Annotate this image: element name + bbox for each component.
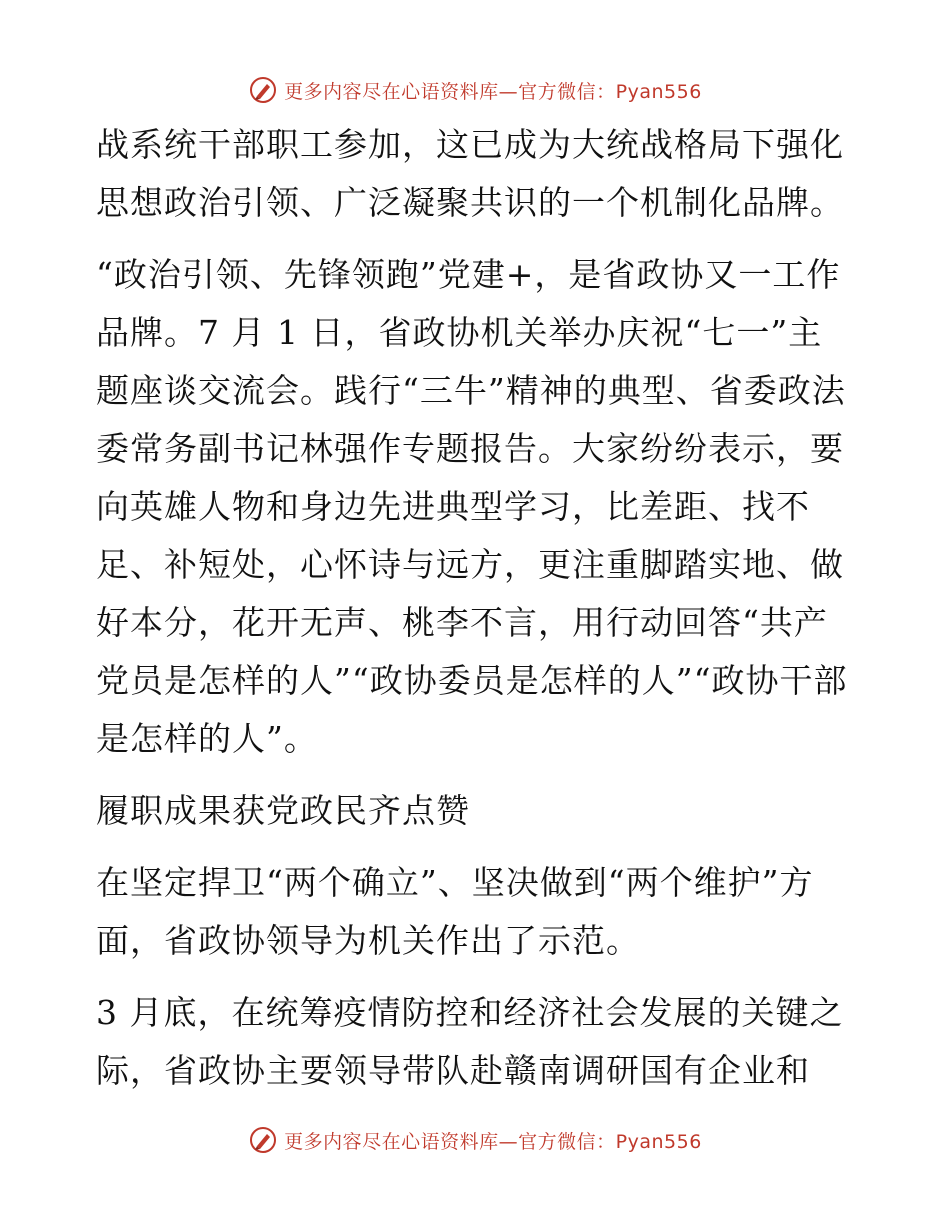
header-watermark-text: 更多内容尽在心语资料库—官方微信：Pyan556 <box>284 80 702 103</box>
footer-watermark-text: 更多内容尽在心语资料库—官方微信：Pyan556 <box>284 1130 702 1153</box>
section-heading: 履职成果获党政民齐点赞 <box>96 791 470 830</box>
paragraph-3: 在坚定捍卫“两个确立”、坚决做到“两个维护”方面，省政协领导为机关作出了示范。 <box>96 863 814 960</box>
header-watermark <box>0 72 950 108</box>
paragraph-2: “政治引领、先锋领跑”党建+，是省政协又一工作品牌。7 月 1 日，省政协机关举办庆祝“七一”主题座谈交流会。践行“三牛”精神的典型、省委政法委常务副书记林强作专题报告。大家纷纷表示，要向英雄人物和身边先进典型学习，比差距、找不足、补短处，心怀诗与远方，更注重脚踏实地、做好本分，花开无声、桃李不言，用行动回答“共产党员是怎样的人”“政协委员是怎样的人”“政协干部是怎样的人”。 <box>96 255 848 758</box>
pen-logo-icon <box>248 1125 278 1155</box>
pen-logo-icon <box>248 75 278 105</box>
footer-watermark <box>0 1122 950 1158</box>
paragraph-4: 3 月底，在统筹疫情防控和经济社会发展的关键之际，省政协主要领导带队赴赣南调研国有企业和 <box>96 993 844 1090</box>
document-body <box>96 116 856 1114</box>
paragraph-1: 战系统干部职工参加，这已成为大统战格局下强化思想政治引领、广泛凝聚共识的一个机制化品牌。 <box>96 125 844 222</box>
